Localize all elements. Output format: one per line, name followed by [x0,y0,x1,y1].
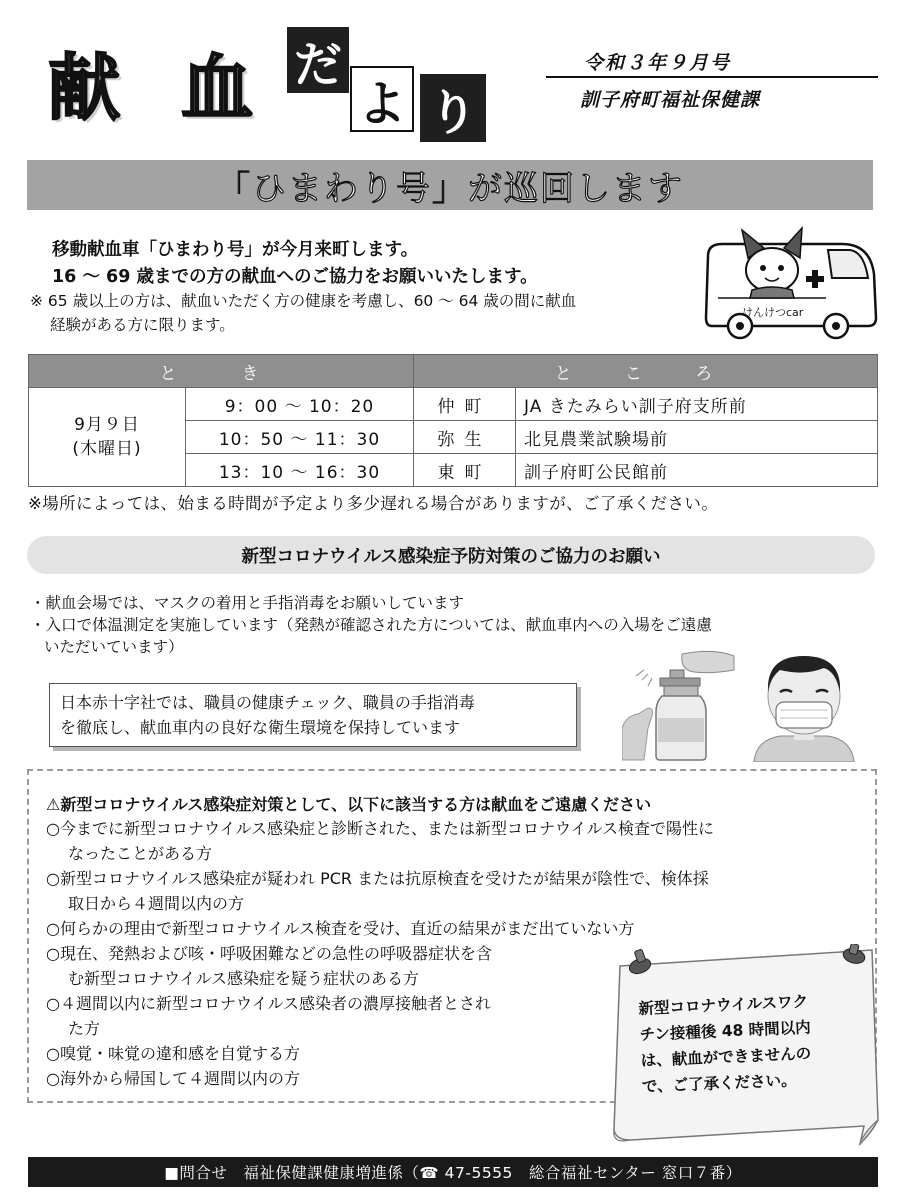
area-cell: 東町 [414,454,516,487]
newsletter-title: 献 血 [48,46,272,130]
blood-donation-bus-illustration [702,226,880,348]
place-cell: JA きたみらい訓子府支所前 [516,388,878,421]
schedule-date [29,388,186,487]
contact-footer: ■問合せ 福祉保健課健康増進係（☎ 47-5555 総合福祉センター 窓口７番） [28,1157,878,1187]
red-cross-hygiene-box [49,683,577,747]
vaccine-notice-line-4: で、ご了承ください。 [641,1071,797,1096]
table-row [29,388,878,421]
schedule-header-row [29,355,878,388]
issue-divider [546,76,878,78]
list-item-continuation: なったことがある方 [68,844,213,863]
list-item: ○新型コロナウイルス感染症が疑われ PCR または抗原検査を受けたが結果が陰性で、検体採 [46,869,709,888]
red-cross-line-2: を徹底し、献血車内の良好な衛生環境を保持しています [60,718,461,737]
vaccine-notice [638,986,868,1100]
area-cell: 仲町 [414,388,516,421]
vaccine-notice-line-1: 新型コロナウイルスワク [638,992,809,1018]
vaccine-notice-line-3: は、献血ができませんの [640,1044,812,1070]
time-cell: 10：50 ～ 11：30 [186,421,414,454]
list-item: ○今までに新型コロナウイルス感染症と診断された、または新型コロナウイルス検査で陽性に [46,819,715,838]
title-kana-da: だ [287,27,349,93]
date-weekday: (木曜日) [72,439,142,459]
list-item: ○４週間以内に新型コロナウイルス感染者の濃厚接触者とされ [46,994,492,1013]
restrictions-heading: ⚠新型コロナウイルス感染症対策として、以下に該当する方は献血をご遠慮ください [46,795,652,814]
section-banner-himawari: 「ひまわり号」が巡回します [27,160,873,210]
area-cell: 弥生 [414,421,516,454]
intro-line-1: 移動献血車「ひまわり号」が今月来町します。 [52,240,419,260]
age-note-line-1: ※ 65 歳以上の方は、献血いただく方の健康を考慮し、60 ～ 64 歳の間に献血 [30,292,577,310]
schedule-delay-note: ※場所によっては、始まる時間が予定より多少遅れる場合がありますが、ご了承ください。 [28,494,719,513]
list-item-continuation: いただいています） [44,638,184,656]
age-note-line-2: 経験がある方に限ります。 [50,316,235,334]
list-item: ○嗅覚・味覚の違和感を自覚する方 [46,1044,300,1063]
list-item-continuation: む新型コロナウイルス感染症を疑う症状のある方 [68,969,420,988]
covid-section-heading: 新型コロナウイルス感染症予防対策のご協力のお願い [27,536,875,574]
date-day: 9月９日 [74,415,140,435]
place-cell: 訓子府町公民館前 [516,454,878,487]
red-cross-line-1: 日本赤十字社では、職員の健康チェック、職員の手指消毒 [60,693,475,712]
list-item: ○何らかの理由で新型コロナウイルス検査を受け、直近の結果がまだ出ていない方 [46,919,635,938]
header-when: と き [29,355,414,388]
list-item: ○海外から帰国して４週間以内の方 [46,1069,300,1088]
list-item: ・献血会場では、マスクの着用と手指消毒をお願いしています [30,594,465,612]
time-cell: 13：10 ～ 16：30 [186,454,414,487]
car-side-label: けんけつcar [742,306,804,319]
list-item-continuation: た方 [68,1019,101,1038]
title-kana-yo: よ [350,66,414,132]
hand-sanitizer-illustration [622,648,738,762]
list-item-continuation: 取日から４週間以内の方 [68,894,245,913]
intro-line-2: 16 ～ 69 歳までの方の献血へのご協力をお願いいたします。 [52,267,538,287]
issuing-department: 訓子府町福祉保健課 [580,89,761,111]
issue-date: 令和３年９月号 [584,52,732,74]
schedule-table [28,354,878,487]
title-kana-ri: り [420,74,486,142]
vaccine-notice-line-2: チン接種後 48 時間以内 [639,1018,812,1044]
time-cell: 9：00 ～ 10：20 [186,388,414,421]
list-item: ○現在、発熱および咳・呼吸困難などの急性の呼吸器症状を含 [46,944,492,963]
place-cell: 北見農業試験場前 [516,421,878,454]
masked-person-illustration [750,648,858,762]
age-note [30,289,710,337]
header-where: と こ ろ [414,355,878,388]
list-item: ・入口で体温測定を実施しています（発熱が確認された方については、献血車内への入場をご遠慮 [30,616,712,634]
